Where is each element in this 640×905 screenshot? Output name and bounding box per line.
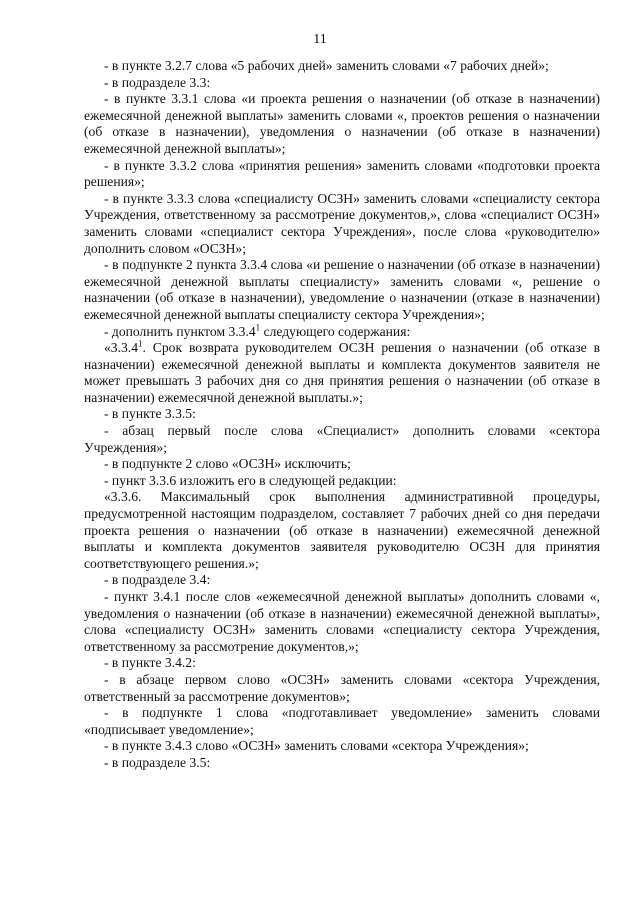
paragraph: - в пункте 3.3.5: xyxy=(104,406,196,422)
paragraph: - в пункте 3.2.7 слова «5 рабочих дней» заменить словами «7 рабочих дней»; xyxy=(104,58,549,73)
paragraph xyxy=(84,340,600,406)
paragraph: «3.3.6. Максимальный срок выполнения административной процедуры, предусмотренной настоящим подразделом, составляет 7 рабочих дней со дня передачи проекта решения о назначении (об отказе в назначении) ежемесячной денежной выплаты и комплекта документов заявителя руководителю ОСЗН для принятия соответствующего решения.»; xyxy=(84,489,600,571)
paragraph-text: - дополнить пунктом 3.3.4 xyxy=(104,323,256,339)
paragraph: - в пункте 3.3.2 слова «принятия решения» заменить словами «подготовки проекта решения»; xyxy=(84,157,600,190)
paragraph: - пункт 3.3.6 изложить его в следующей редакции: xyxy=(104,472,397,488)
paragraph: - в подразделе 3.5: xyxy=(104,754,211,770)
superscript: 1 xyxy=(255,321,261,332)
paragraph-text: «3.3.4 xyxy=(104,340,138,356)
superscript: 1 xyxy=(137,338,143,349)
page-number: 11 xyxy=(313,32,327,47)
paragraph-text: . Срок возврата руководителем ОСЗН решения о назначении (об отказе в назначении) ежемесячной денежной выплаты и комплекта документов заявителя не может превышать 3 рабочих дня со дня принятия решения о назначении (об отказе в назначении) ежемесячной денежной выплаты.»; xyxy=(84,340,600,405)
paragraph: - в пункте 3.3.1 слова «и проекта решения о назначении (об отказе в назначении) ежемесячной денежной выплаты» заменить словами «, проектов решения о назначении (об отказе в назначении), уведомления о назначении (об отказе в назначении) ежемесячной денежной выплаты»; xyxy=(84,91,600,156)
paragraph: - в подпункте 1 слова «подготавливает уведомление» заменить словами «подписывает уведомление»; xyxy=(84,705,600,737)
paragraph: - в пункте 3.4.2: xyxy=(104,655,196,671)
paragraph: - пункт 3.4.1 после слов «ежемесячной денежной выплаты» дополнить словами «, уведомления о назначении (об отказе в назначении) ежемесячной денежной выплаты», слова «специалисту ОСЗН» заменить словами «специалисту сектора Учреждения, ответственному за рассмотрение документов,»; xyxy=(84,589,600,654)
paragraph: - в подразделе 3.4: xyxy=(104,572,211,588)
paragraph xyxy=(84,321,600,341)
paragraph: - в абзаце первом слово «ОСЗН» заменить словами «сектора Учреждения, ответственный за рассмотрение документов»; xyxy=(84,671,600,704)
paragraph: - абзац первый после слова «Специалист» дополнить словами «сектора Учреждения»; xyxy=(84,423,600,455)
paragraph: - в пункте 3.4.3 слово «ОСЗН» заменить словами «сектора Учреждения»; xyxy=(104,738,529,754)
paragraph: - в подпункте 2 слово «ОСЗН» исключить; xyxy=(104,456,351,472)
paragraph-text: следующего содержания: xyxy=(260,323,411,339)
document-body xyxy=(84,58,600,772)
paragraph: - в пункте 3.3.3 слова «специалисту ОСЗН» заменить словами «специалисту сектора Учреждения, ответственному за рассмотрение документов,», слова «специалист ОСЗН» заменить словами «специалист сектора Учреждения», после слова «руководителю» дополнить словом «ОСЗН»; xyxy=(84,190,600,256)
paragraph: - в подразделе 3.3: xyxy=(104,74,211,90)
paragraph: - в подпункте 2 пункта 3.3.4 слова «и решение о назначении (об отказе в назначении) ежемесячной денежной выплаты специалисту» заменить словами «, решение о назначении (об отказе в назначении), уведомление о назначении (отказе в назначении) ежемесячной денежной выплаты специалисту сектора Учреждения»; xyxy=(84,257,600,322)
